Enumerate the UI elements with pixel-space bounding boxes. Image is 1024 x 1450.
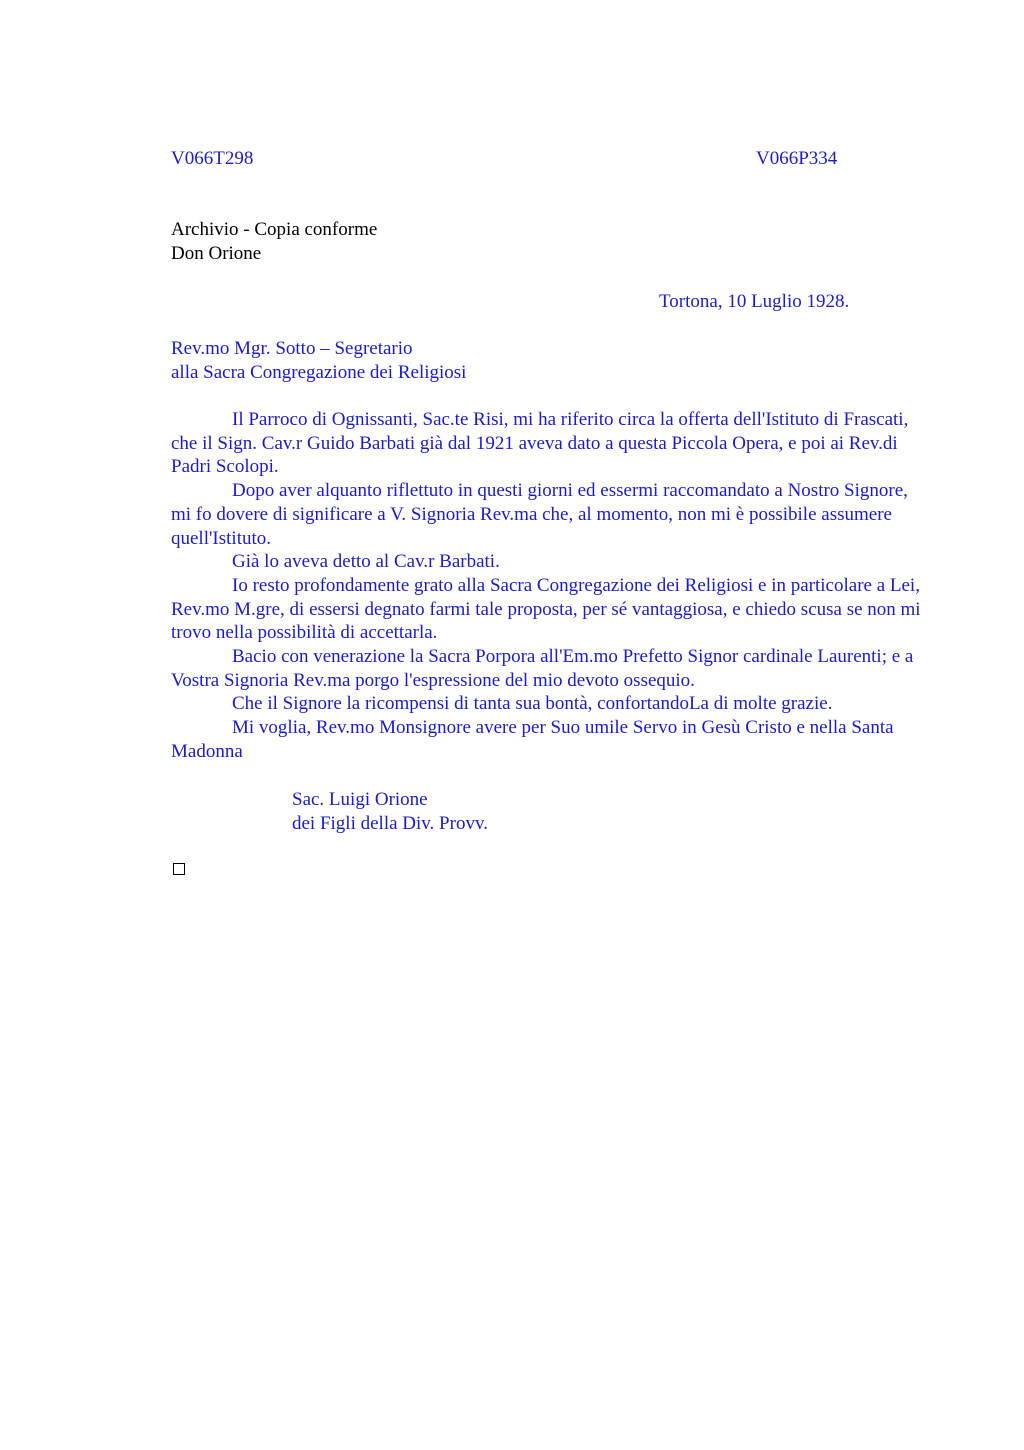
archive-note-line-1: Archivio - Copia conforme xyxy=(171,219,378,240)
letter-paragraph: Mi voglia, Rev.mo Monsignore avere per Suo umile Servo in Gesù Cristo e nella Santa Madonna xyxy=(171,717,894,762)
letter-paragraph: Il Parroco di Ognissanti, Sac.te Risi, mi ha riferito circa la offerta dell'Istituto di Frascati, che il Sign. Cav.r Guido Barbati già dal 1921 aveva dato a questa Piccola Opera, e poi ai Rev.di Padri Scolopi. xyxy=(171,409,909,478)
recipient-line-2: alla Sacra Congregazione dei Religiosi xyxy=(171,361,467,383)
letter-paragraph: Dopo aver alquanto riflettuto in questi giorni ed essermi raccomandato a Nostro Signore, mi fo dovere di significare a V. Signoria Rev.ma che, al momento, non mi è possibile assumere quell'Istituto. xyxy=(171,480,908,549)
document-code-left: V066T298 xyxy=(171,148,254,169)
archive-note-line-2: Don Orione xyxy=(171,242,262,264)
letter-body xyxy=(171,408,931,764)
letter-paragraph: Io resto profondamente grato alla Sacra Congregazione dei Religiosi e in particolare a Lei, Rev.mo M.gre, di essersi degnato farmi tale proposta, per sé vantaggiosa, e chiedo scusa se non mi trovo nella possibilità di accettarla. xyxy=(171,574,921,644)
letter-date: Tortona, 10 Luglio 1928. xyxy=(659,291,850,312)
signature-name: Sac. Luigi Orione xyxy=(292,789,428,810)
signature-block xyxy=(292,788,488,835)
recipient-line-1: Rev.mo Mgr. Sotto – Segretario xyxy=(171,338,413,359)
letter-paragraph: Che il Signore la ricompensi di tanta sua bontà, confortandoLa di molte grazie. xyxy=(232,693,833,715)
letter-paragraph: Bacio con venerazione la Sacra Porpora all'Em.mo Prefetto Signor cardinale Laurenti; e a Vostra Signoria Rev.ma porgo l'espressione del mio devoto ossequio. xyxy=(171,646,914,691)
document-code-right: V066P334 xyxy=(756,148,838,169)
end-of-document-box-icon xyxy=(173,863,185,875)
recipient-block xyxy=(171,337,466,384)
signature-title: dei Figli della Div. Provv. xyxy=(292,812,488,834)
letter-paragraph: Già lo aveva detto al Cav.r Barbati. xyxy=(232,551,500,573)
archive-note xyxy=(171,218,377,265)
